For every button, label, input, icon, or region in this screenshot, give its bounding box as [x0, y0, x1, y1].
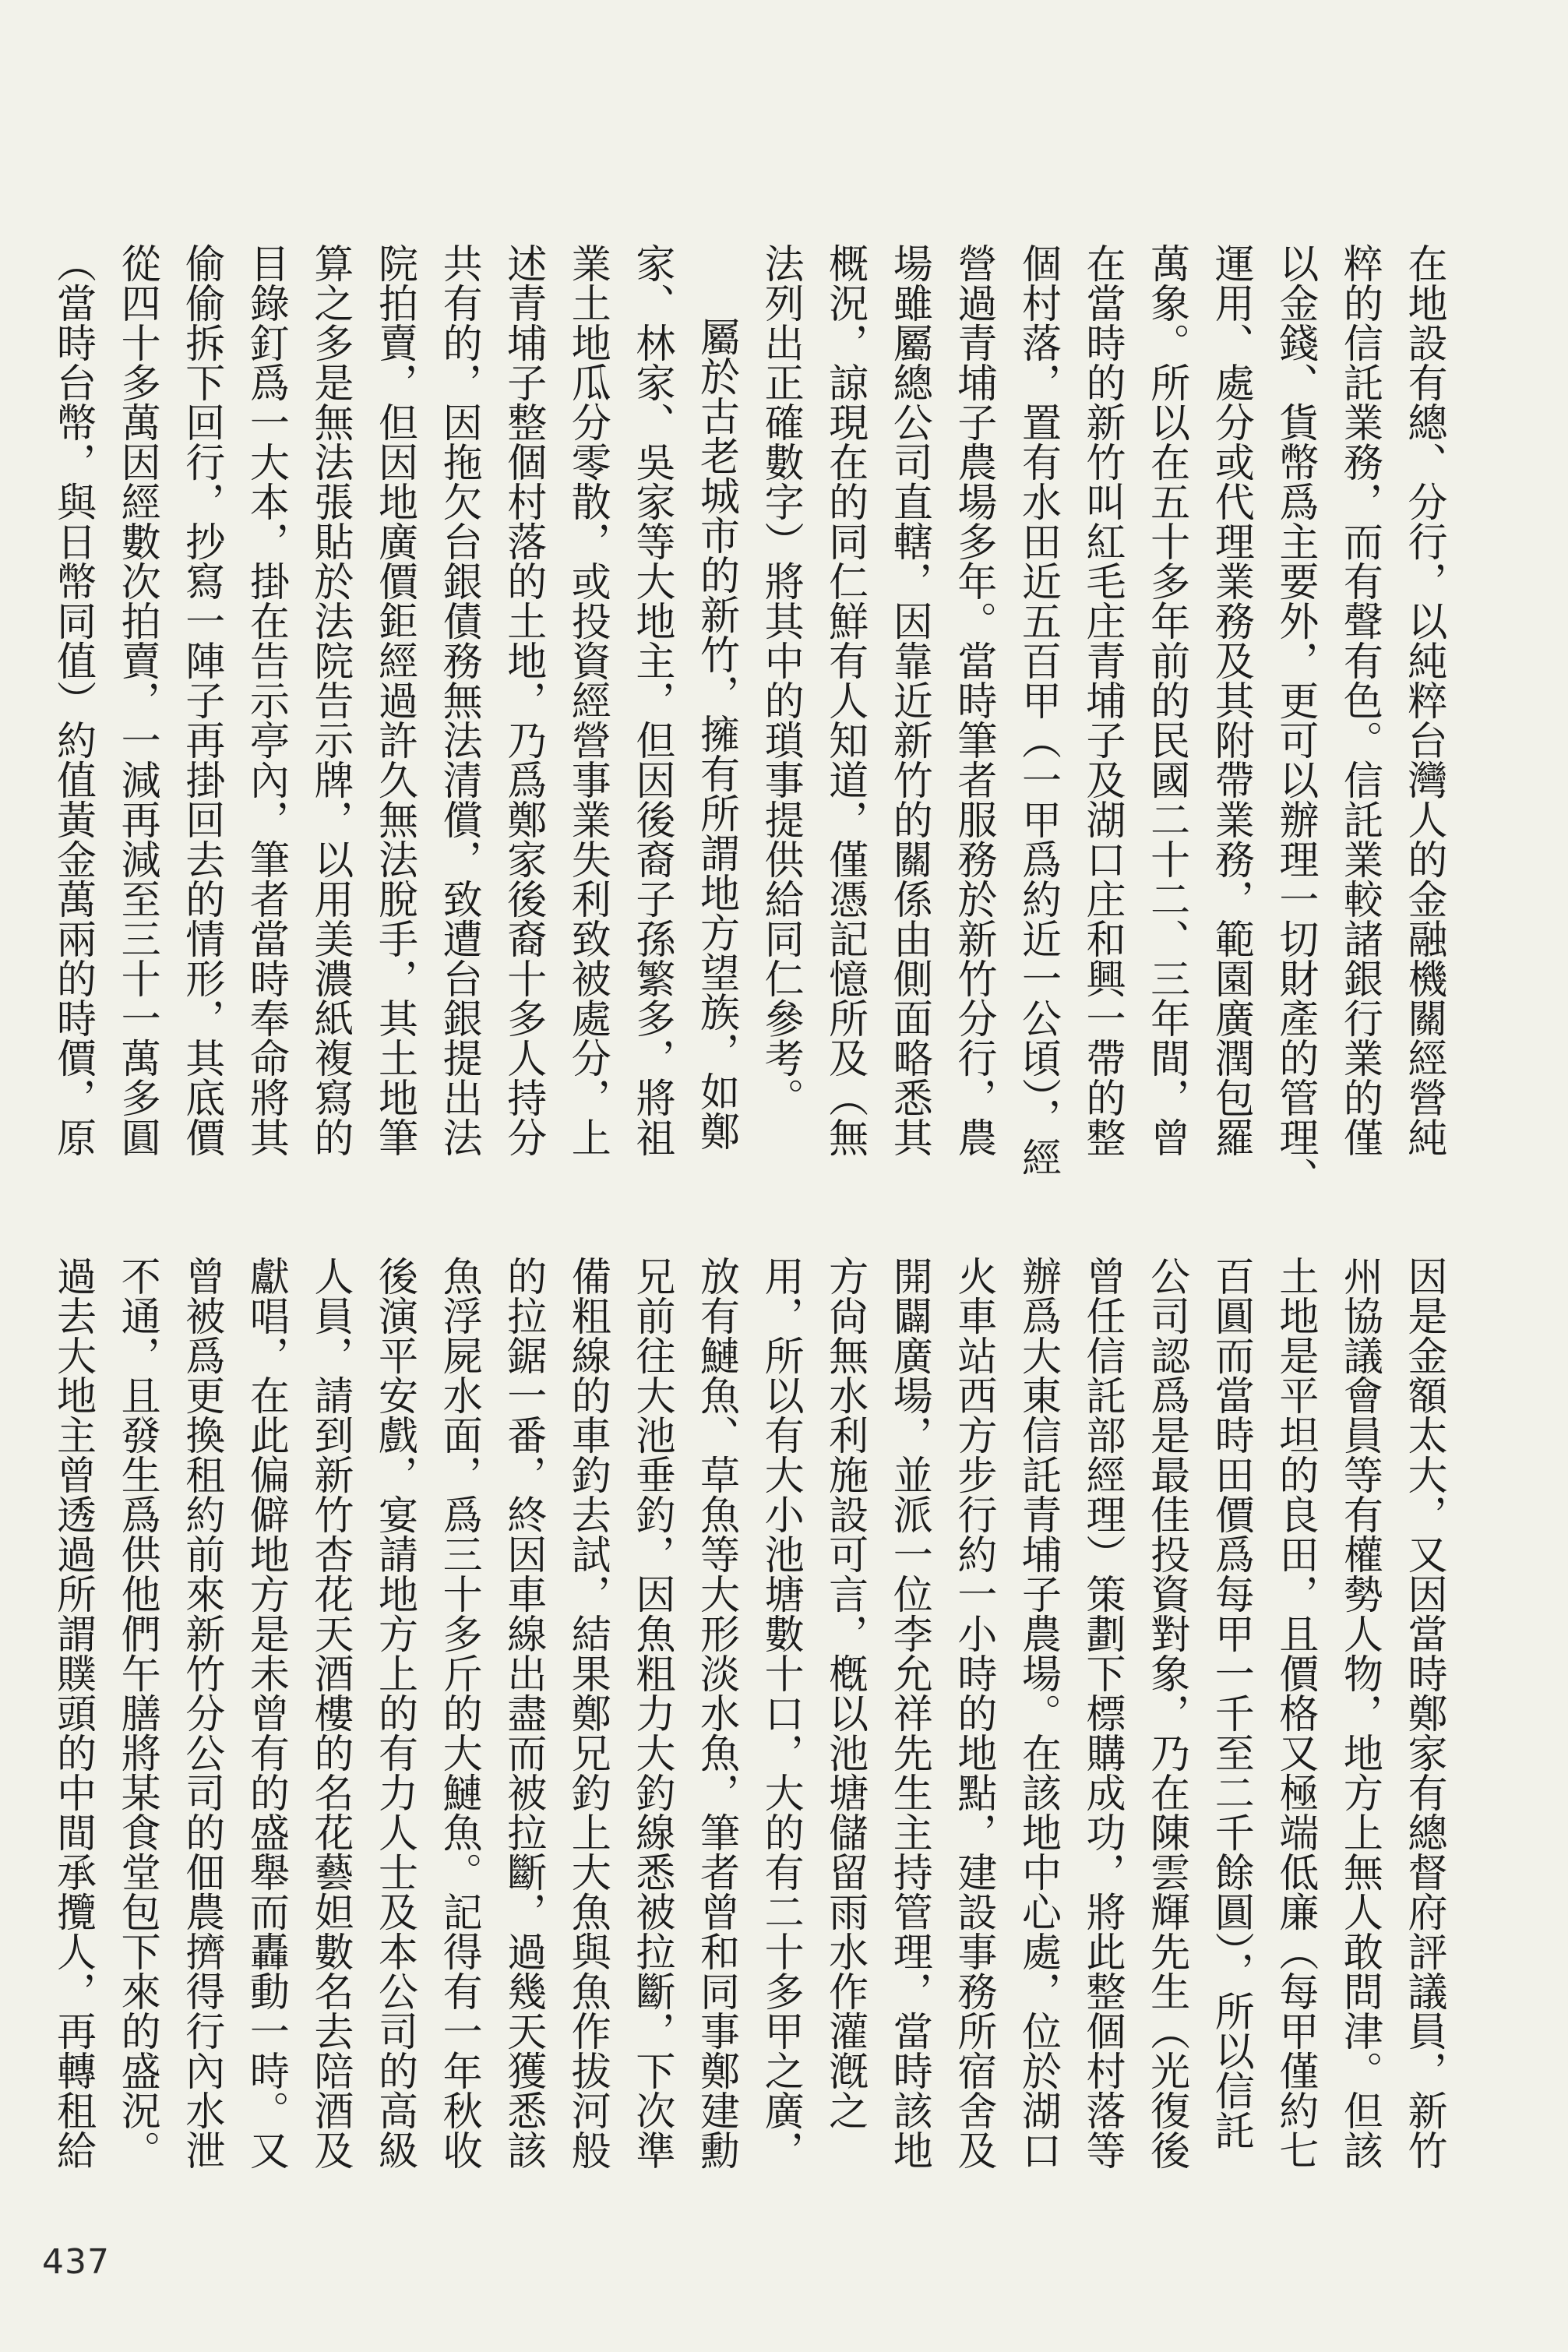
text-line: 概況，諒現在的同仁鮮有人知道，僅憑記憶所及（無 — [821, 243, 868, 1157]
text-line: 在地設有總、分行，以純粹台灣人的金融機關經營純 — [1401, 243, 1446, 1157]
text-line: 火車站西方步行約一小時的地點，建設事務所宿舍及 — [950, 1256, 996, 2170]
text-line: 粹的信託業務，而有聲有色。信託業較諸銀行業的僅 — [1336, 243, 1383, 1157]
text-line: 法列出正確數字）將其中的瑣事提供給同仁參考。 — [757, 243, 804, 1117]
text-line: 目錄釘爲一大本，掛在告示亭內，筆者當時奉命將其 — [242, 243, 289, 1157]
text-line: 辦爲大東信託青埔子農場。在該地中心處，位於湖口 — [1014, 1256, 1061, 2170]
text-line: 曾任信託部經理）策劃下標購成功，將此整個村落等 — [1079, 1256, 1126, 2170]
text-line: 共有的，因拖欠台銀債務無法清償，致遭台銀提出法 — [435, 243, 482, 1157]
text-line: 萬象。所以在五十多年前的民國二十二、三年間，曾 — [1143, 243, 1189, 1157]
text-line: 偷偷拆下回行，抄寫一陣子再掛回去的情形，其底價 — [178, 243, 224, 1157]
text-line: 場雖屬總公司直轄，因靠近新竹的關係由側面略悉其 — [886, 243, 932, 1157]
text-line: 算之多是無法張貼於法院告示牌，以用美濃紙複寫的 — [306, 243, 353, 1157]
text-line: 以金錢、貨幣爲主要外，更可以辦理一切財產的管理、 — [1271, 243, 1318, 1197]
text-line: 百圓而當時田價爲每甲一千至二千餘圓），所以信託 — [1207, 1256, 1254, 2150]
page-number: 437 — [42, 2242, 110, 2282]
text-line: 不通，且發生爲供他們午膳將某食堂包下來的盛況。 — [114, 1256, 160, 2170]
text-line: 營過青埔子農場多年。當時筆者服務於新竹分行，農 — [950, 243, 996, 1157]
text-line: （當時台幣，與日幣同值）約值黃金萬兩的時價，原 — [49, 243, 96, 1157]
text-line: 公司認爲是最佳投資對象，乃在陳雲輝先生（光復後 — [1143, 1256, 1189, 2170]
paragraph-start-line: 屬於古老城市的新竹，擁有所謂地方望族，如鄭 — [692, 316, 739, 1151]
text-line: 魚浮屍水面，爲三十多斤的大鰱魚。記得有一年秋收 — [435, 1256, 482, 2170]
text-line: 在當時的新竹叫紅毛庄青埔子及湖口庄和興一帶的整 — [1079, 243, 1126, 1157]
text-line: 運用、處分或代理業務及其附帶業務，範園廣潤包羅 — [1207, 243, 1254, 1157]
text-line: 院拍賣，但因地廣價鉅經過許久無法脫手，其土地筆 — [371, 243, 418, 1157]
text-line: 業土地瓜分零散，或投資經營事業失利致被處分，上 — [564, 243, 611, 1157]
text-line: 家、林家、吳家等大地主，但因後裔子孫繁多，將祖 — [628, 243, 675, 1157]
text-line: 過去大地主曾透過所謂贌頭的中間承攬人，再轉租給 — [49, 1256, 96, 2170]
text-line: 述青埔子整個村落的土地，乃爲鄭家後裔十多人持分 — [499, 243, 546, 1157]
text-line: 州協議會員等有權勢人物，地方上無人敢問津。但該 — [1336, 1256, 1383, 2170]
text-line: 兄前往大池垂釣，因魚粗力大釣線悉被拉斷，下次準 — [628, 1256, 675, 2170]
text-line: 個村落，置有水田近五百甲（一甲爲約近一公頃），經 — [1014, 243, 1061, 1177]
text-line: 放有鰱魚、草魚等大形淡水魚，筆者曾和同事鄭建勳 — [692, 1256, 739, 2170]
text-line: 從四十多萬因經數次拍賣，一減再減至三十一萬多圓 — [114, 243, 160, 1157]
text-line: 後演平安戲，宴請地方上的有力人士及本公司的高級 — [371, 1256, 418, 2170]
text-block-lower — [49, 1256, 1455, 2175]
text-line: 曾被爲更換租約前來新竹分公司的佃農擠得行內水泄 — [178, 1256, 224, 2170]
text-line: 備粗線的車釣去試，結果鄭兄釣上大魚與魚作拔河般 — [564, 1256, 611, 2170]
text-line: 開闢廣場，並派一位李允祥先生主持管理，當時該地 — [886, 1256, 932, 2170]
text-line: 土地是平坦的良田，且價格又極端低廉（每甲僅約七 — [1271, 1256, 1318, 2170]
text-line: 獻唱，在此偏僻地方是未曾有的盛舉而轟動一時。又 — [242, 1256, 289, 2170]
text-line: 人員，請到新竹杏花天酒樓的名花藝妲數名去陪酒及 — [306, 1256, 353, 2170]
text-line: 的拉鋸一番，終因車線出盡而被拉斷，過幾天獲悉該 — [499, 1256, 546, 2170]
text-line: 用，所以有大小池塘數十口，大的有二十多甲之廣， — [757, 1256, 804, 2170]
text-block-upper — [49, 243, 1455, 1197]
text-line: 因是金額太大，又因當時鄭家有總督府評議員，新竹 — [1401, 1256, 1446, 2170]
text-line: 方尙無水利施設可言，槪以池塘儲留雨水作灌漑之 — [821, 1256, 868, 2130]
